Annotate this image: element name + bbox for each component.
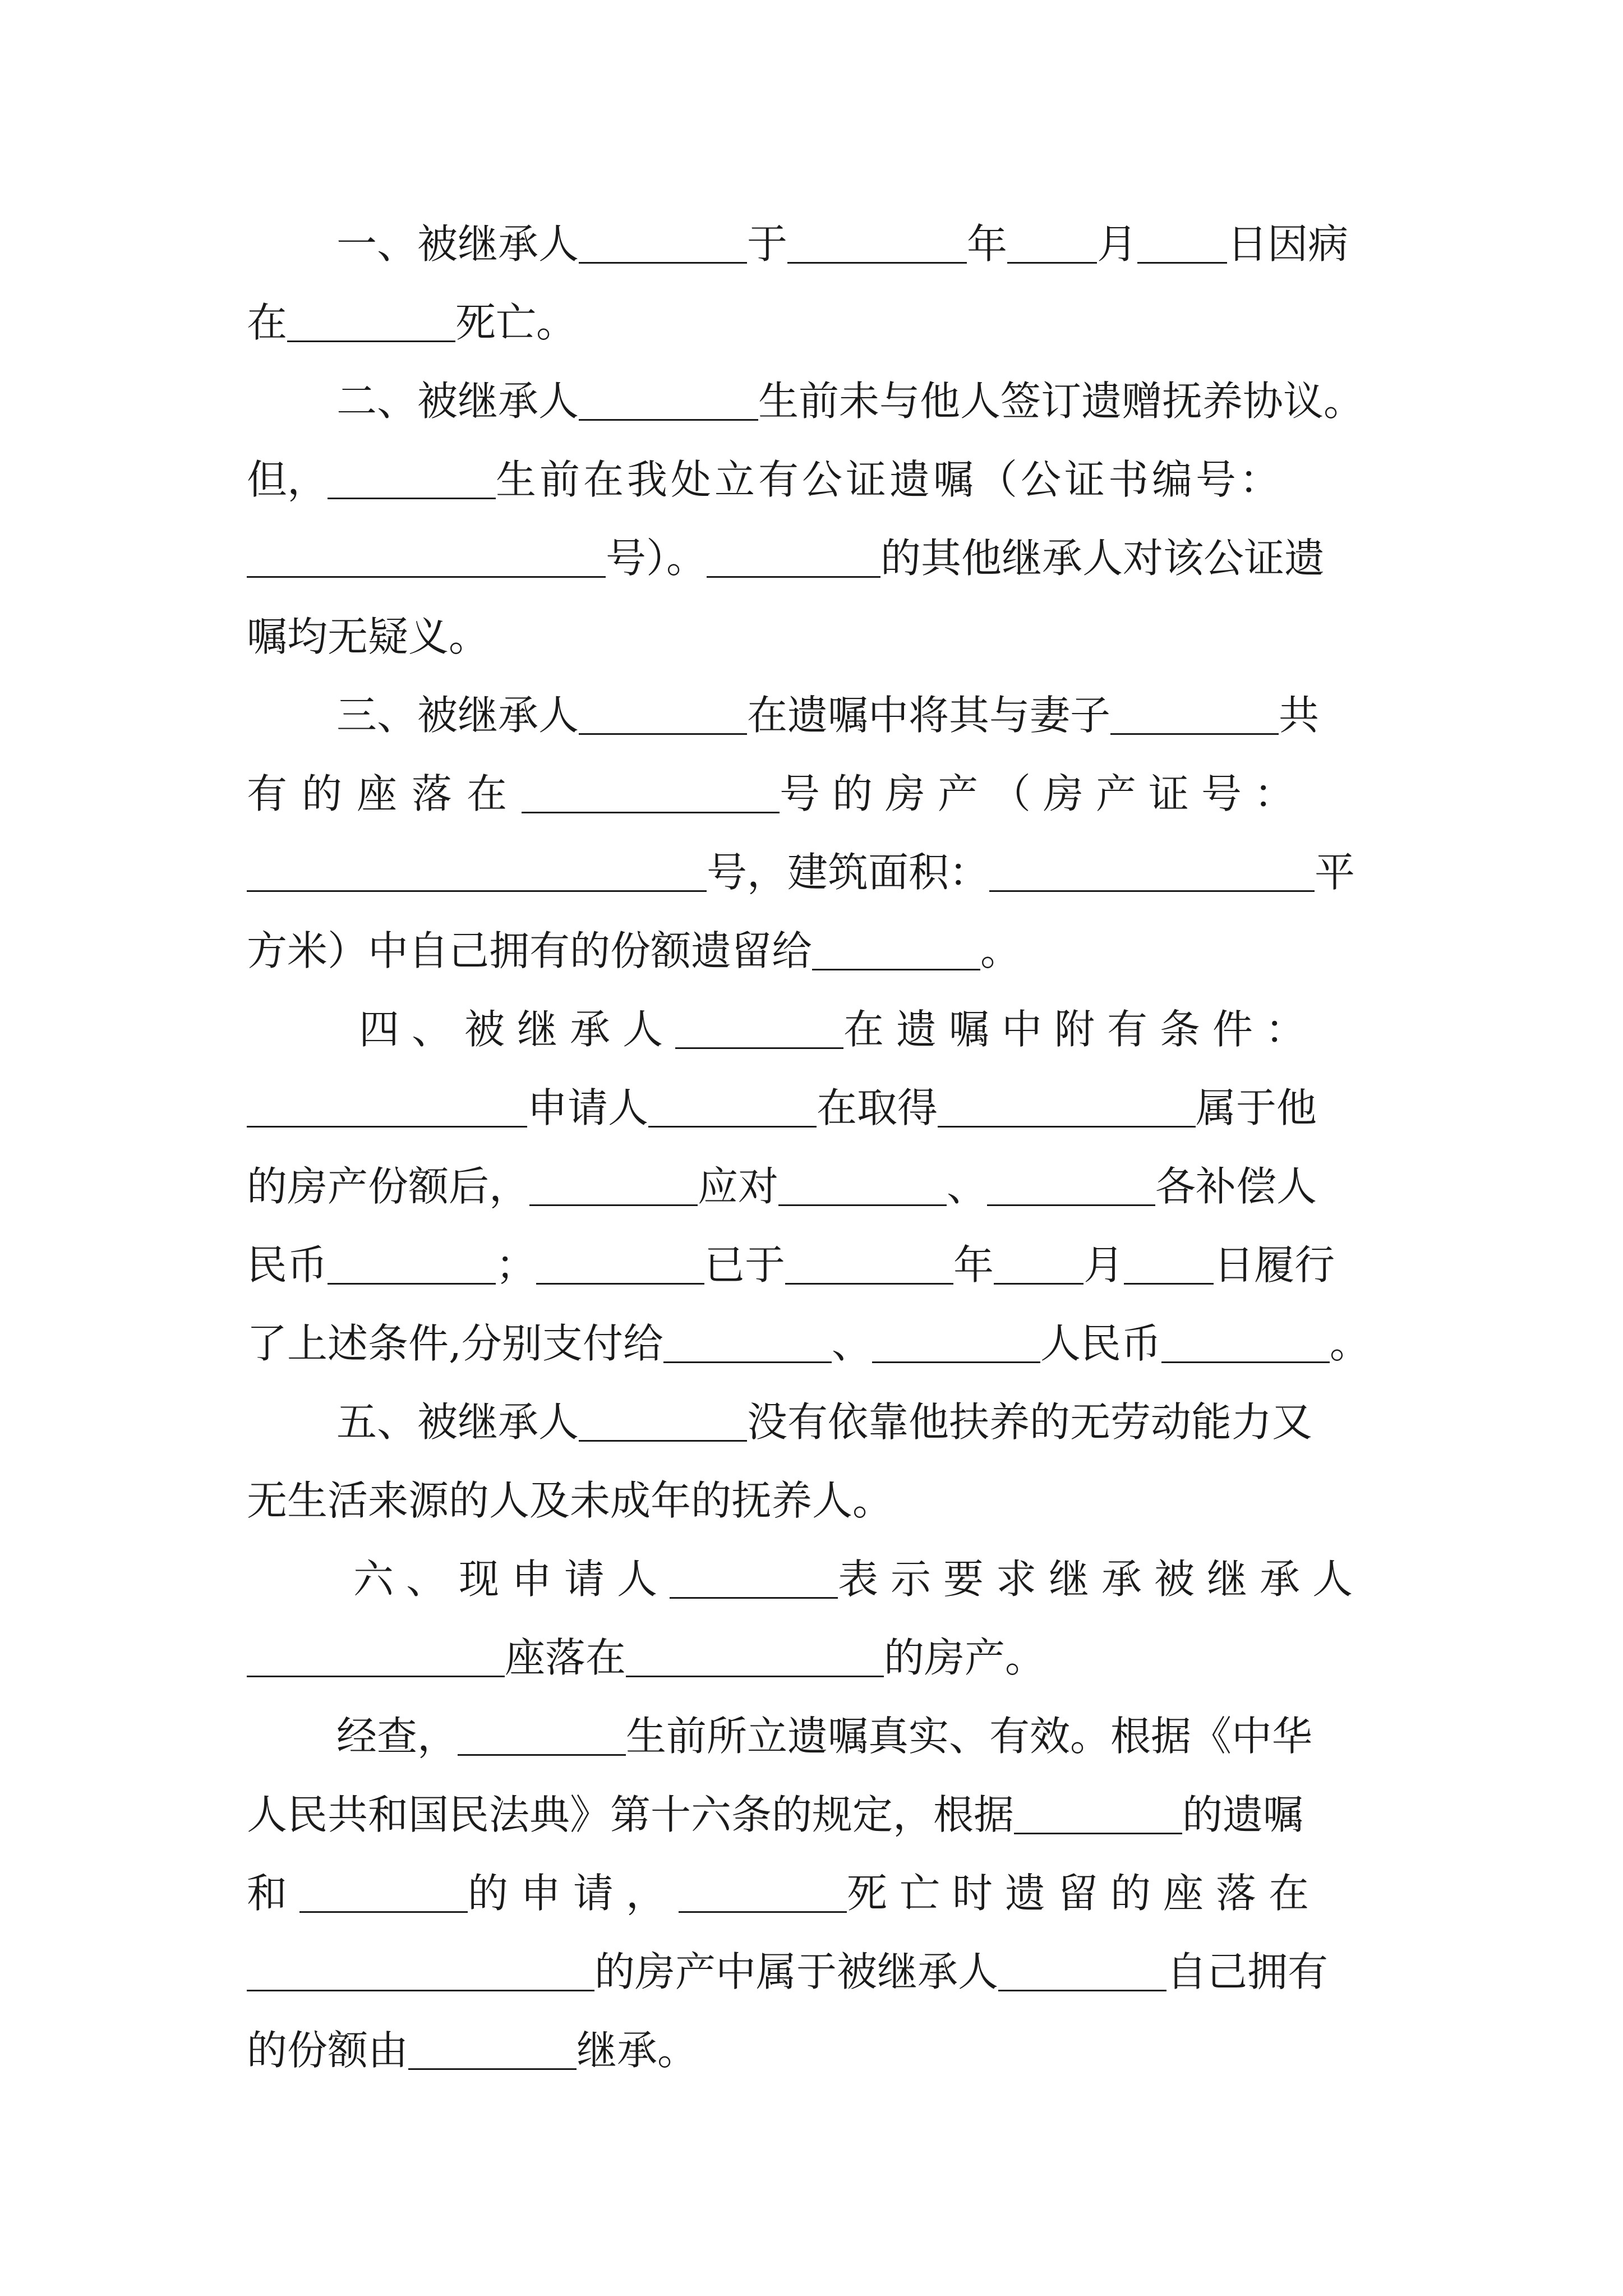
text-segment: 的房产中属于被继承人 xyxy=(594,1948,999,1995)
text-segment: 的遗嘱 xyxy=(1182,1791,1304,1838)
text-segment: 、 xyxy=(831,1320,872,1367)
text-segment: 的申请， xyxy=(468,1870,679,1917)
paragraph-4-line-5 xyxy=(247,1307,1396,1380)
blank-field-condition[interactable] xyxy=(247,1085,527,1128)
text-segment: 在取得 xyxy=(817,1084,938,1131)
blank-field-testator[interactable] xyxy=(328,457,496,499)
paragraph-3-line-3 xyxy=(247,836,1385,909)
blank-field-building-area[interactable] xyxy=(989,850,1315,892)
text-segment: 年 xyxy=(967,220,1008,268)
blank-field-decedent-name[interactable] xyxy=(1014,1792,1182,1834)
text-segment: 属于他 xyxy=(1196,1084,1317,1131)
paragraph-1-line-1 xyxy=(247,208,1385,280)
text-segment: 表示要求继承被继承人 xyxy=(838,1556,1366,1603)
blank-field-decedent-name[interactable] xyxy=(458,1714,626,1756)
paragraph-5-line-2 xyxy=(247,1464,1385,1537)
blank-field-payer[interactable] xyxy=(536,1243,704,1285)
blank-field-heir-name[interactable] xyxy=(408,2028,577,2070)
paragraph-4-line-4 xyxy=(247,1228,1385,1301)
text-segment: 年 xyxy=(953,1241,994,1289)
text-segment: 座落在 xyxy=(505,1634,626,1681)
text-segment: 生前未与他人签订遗赠抚养协议。 xyxy=(758,378,1364,425)
text-segment: 人民币 xyxy=(1040,1320,1161,1367)
text-segment: 的其他继承人对该公证遗 xyxy=(880,535,1325,582)
text-segment: 。 xyxy=(1329,1320,1370,1367)
paragraph-2-line-2 xyxy=(247,443,1385,516)
paragraph-2-line-1 xyxy=(247,365,1385,438)
blank-field-property-address[interactable] xyxy=(626,1635,884,1677)
text-segment: 人民共和国民法典》第十六条的规定，根据 xyxy=(247,1791,1015,1838)
blank-field-amount[interactable] xyxy=(328,1243,496,1285)
text-segment: 已于 xyxy=(704,1241,786,1289)
paragraph-7-line-1 xyxy=(247,1700,1385,1773)
blank-field-property[interactable] xyxy=(938,1085,1196,1128)
blank-field-payee-2[interactable] xyxy=(987,1164,1155,1206)
text-segment: 号，建筑面积： xyxy=(707,849,990,896)
text-segment: 、 xyxy=(947,1163,988,1210)
blank-field-property-address[interactable] xyxy=(247,1949,594,1991)
text-segment: 二、被继承人 xyxy=(336,378,579,425)
blank-field-decedent-name[interactable] xyxy=(675,1007,843,1049)
blank-field-year[interactable] xyxy=(785,1243,953,1285)
blank-field-property-certificate-number[interactable] xyxy=(247,850,707,892)
text-segment: 月 xyxy=(1083,1241,1124,1289)
paragraph-3-line-2 xyxy=(247,757,1385,830)
blank-field-decedent-name[interactable] xyxy=(579,1400,747,1442)
text-segment: 六、现申请人 xyxy=(353,1556,670,1603)
paragraph-4-line-1 xyxy=(247,993,1385,1066)
blank-field-month[interactable] xyxy=(1007,222,1097,264)
text-segment: 五、被继承人 xyxy=(336,1398,579,1446)
blank-field-month[interactable] xyxy=(994,1243,1083,1285)
paragraph-2-line-3 xyxy=(247,522,1385,595)
text-segment: 在 xyxy=(247,299,288,346)
blank-field-amount[interactable] xyxy=(1161,1321,1330,1363)
text-segment: 继承。 xyxy=(577,2027,698,2074)
text-segment: 生前所立遗嘱真实、有效。根据《中华 xyxy=(626,1713,1313,1760)
text-segment: 的房产。 xyxy=(884,1634,1046,1681)
text-segment: 生前在我处立有公证遗嘱（公证书编号： xyxy=(496,456,1284,503)
text-segment: 。 xyxy=(980,927,1021,974)
paragraph-2-line-4 xyxy=(247,600,1385,673)
paragraph-6-line-2 xyxy=(247,1621,1385,1694)
text-segment: 的份额由 xyxy=(247,2027,409,2074)
text-segment: ； xyxy=(496,1241,537,1289)
text-segment: 有的座落在 xyxy=(247,770,522,817)
blank-field-wife-name[interactable] xyxy=(1110,693,1279,735)
paragraph-7-line-5 xyxy=(247,2014,1385,2087)
paragraph-7-line-2 xyxy=(247,1778,1385,1851)
text-segment: 月 xyxy=(1097,220,1138,268)
blank-field-payee-1[interactable] xyxy=(663,1321,832,1363)
text-segment: 号的房产（房产证号： xyxy=(780,770,1307,817)
blank-field-decedent-name[interactable] xyxy=(679,1871,847,1913)
blank-field-applicant-name[interactable] xyxy=(299,1871,468,1913)
paragraph-5-line-1 xyxy=(247,1386,1385,1458)
text-segment: 四、被继承人 xyxy=(359,1006,676,1053)
text-segment: 了上述条件,分别支付给 xyxy=(247,1320,663,1367)
blank-field-day[interactable] xyxy=(1124,1243,1214,1285)
text-segment: 死亡。 xyxy=(455,299,577,346)
text-segment: 号）。 xyxy=(606,535,707,582)
blank-field-applicant-name[interactable] xyxy=(670,1557,838,1599)
blank-field-year[interactable] xyxy=(787,222,967,264)
text-segment: 申请人 xyxy=(527,1084,649,1131)
text-segment: 和 xyxy=(247,1870,300,1917)
text-segment: 于 xyxy=(747,220,788,268)
blank-field-decedent-name[interactable] xyxy=(998,1949,1166,1991)
blank-field-decedent-name[interactable] xyxy=(579,379,758,421)
paragraph-6-line-1 xyxy=(247,1543,1385,1616)
paragraph-3-line-1 xyxy=(247,679,1385,752)
text-segment: 共 xyxy=(1279,692,1320,739)
blank-field-decedent-name[interactable] xyxy=(707,536,880,578)
text-segment: 方米）中自己拥有的份额遗留给 xyxy=(247,927,813,974)
blank-field-beneficiary[interactable] xyxy=(812,928,980,970)
text-segment: 各补偿人 xyxy=(1155,1163,1317,1210)
blank-field-payer[interactable] xyxy=(529,1164,698,1206)
blank-field-payee-2[interactable] xyxy=(872,1321,1040,1363)
text-segment: 应对 xyxy=(698,1163,779,1210)
paragraph-4-line-2 xyxy=(247,1071,1385,1144)
text-segment: 三、被继承人 xyxy=(336,692,579,739)
text-segment: 经查， xyxy=(336,1713,458,1760)
text-segment: 平 xyxy=(1315,849,1355,896)
text-segment: 在遗嘱中将其与妻子 xyxy=(747,692,1111,739)
paragraph-7-line-3 xyxy=(247,1857,1385,1930)
text-segment: 在遗嘱中附有条件： xyxy=(843,1006,1318,1053)
blank-field-property-address[interactable] xyxy=(522,771,780,813)
blank-field-decedent-name[interactable] xyxy=(579,693,747,735)
text-segment: 民币 xyxy=(247,1241,328,1289)
blank-field-certificate-number[interactable] xyxy=(247,536,606,578)
text-segment: 但， xyxy=(247,456,328,503)
text-segment: 日履行 xyxy=(1214,1241,1335,1289)
blank-field-applicant-name[interactable] xyxy=(648,1085,817,1128)
paragraph-1-line-2 xyxy=(247,286,1385,359)
paragraph-3-line-4 xyxy=(247,914,1385,987)
text-segment: 的房产份额后， xyxy=(247,1163,530,1210)
text-segment: 死亡时遗留的座落在 xyxy=(847,1870,1322,1917)
text-segment: 自己拥有 xyxy=(1166,1948,1329,1995)
text-segment: 日因病 xyxy=(1227,220,1349,268)
paragraph-4-line-3 xyxy=(247,1150,1385,1223)
blank-field-decedent-name[interactable] xyxy=(247,1635,505,1677)
text-segment: 一、被继承人 xyxy=(336,220,579,268)
text-segment: 嘱均无疑义。 xyxy=(247,613,490,660)
blank-field-day[interactable] xyxy=(1137,222,1227,264)
text-segment: 无生活来源的人及未成年的抚养人。 xyxy=(247,1477,893,1524)
blank-field-payee-1[interactable] xyxy=(778,1164,947,1206)
blank-field-decedent-name[interactable] xyxy=(579,222,747,264)
text-segment: 没有依靠他扶养的无劳动能力又 xyxy=(747,1398,1313,1446)
paragraph-7-line-4 xyxy=(247,1935,1385,2008)
blank-field-place-of-death[interactable] xyxy=(287,300,455,342)
